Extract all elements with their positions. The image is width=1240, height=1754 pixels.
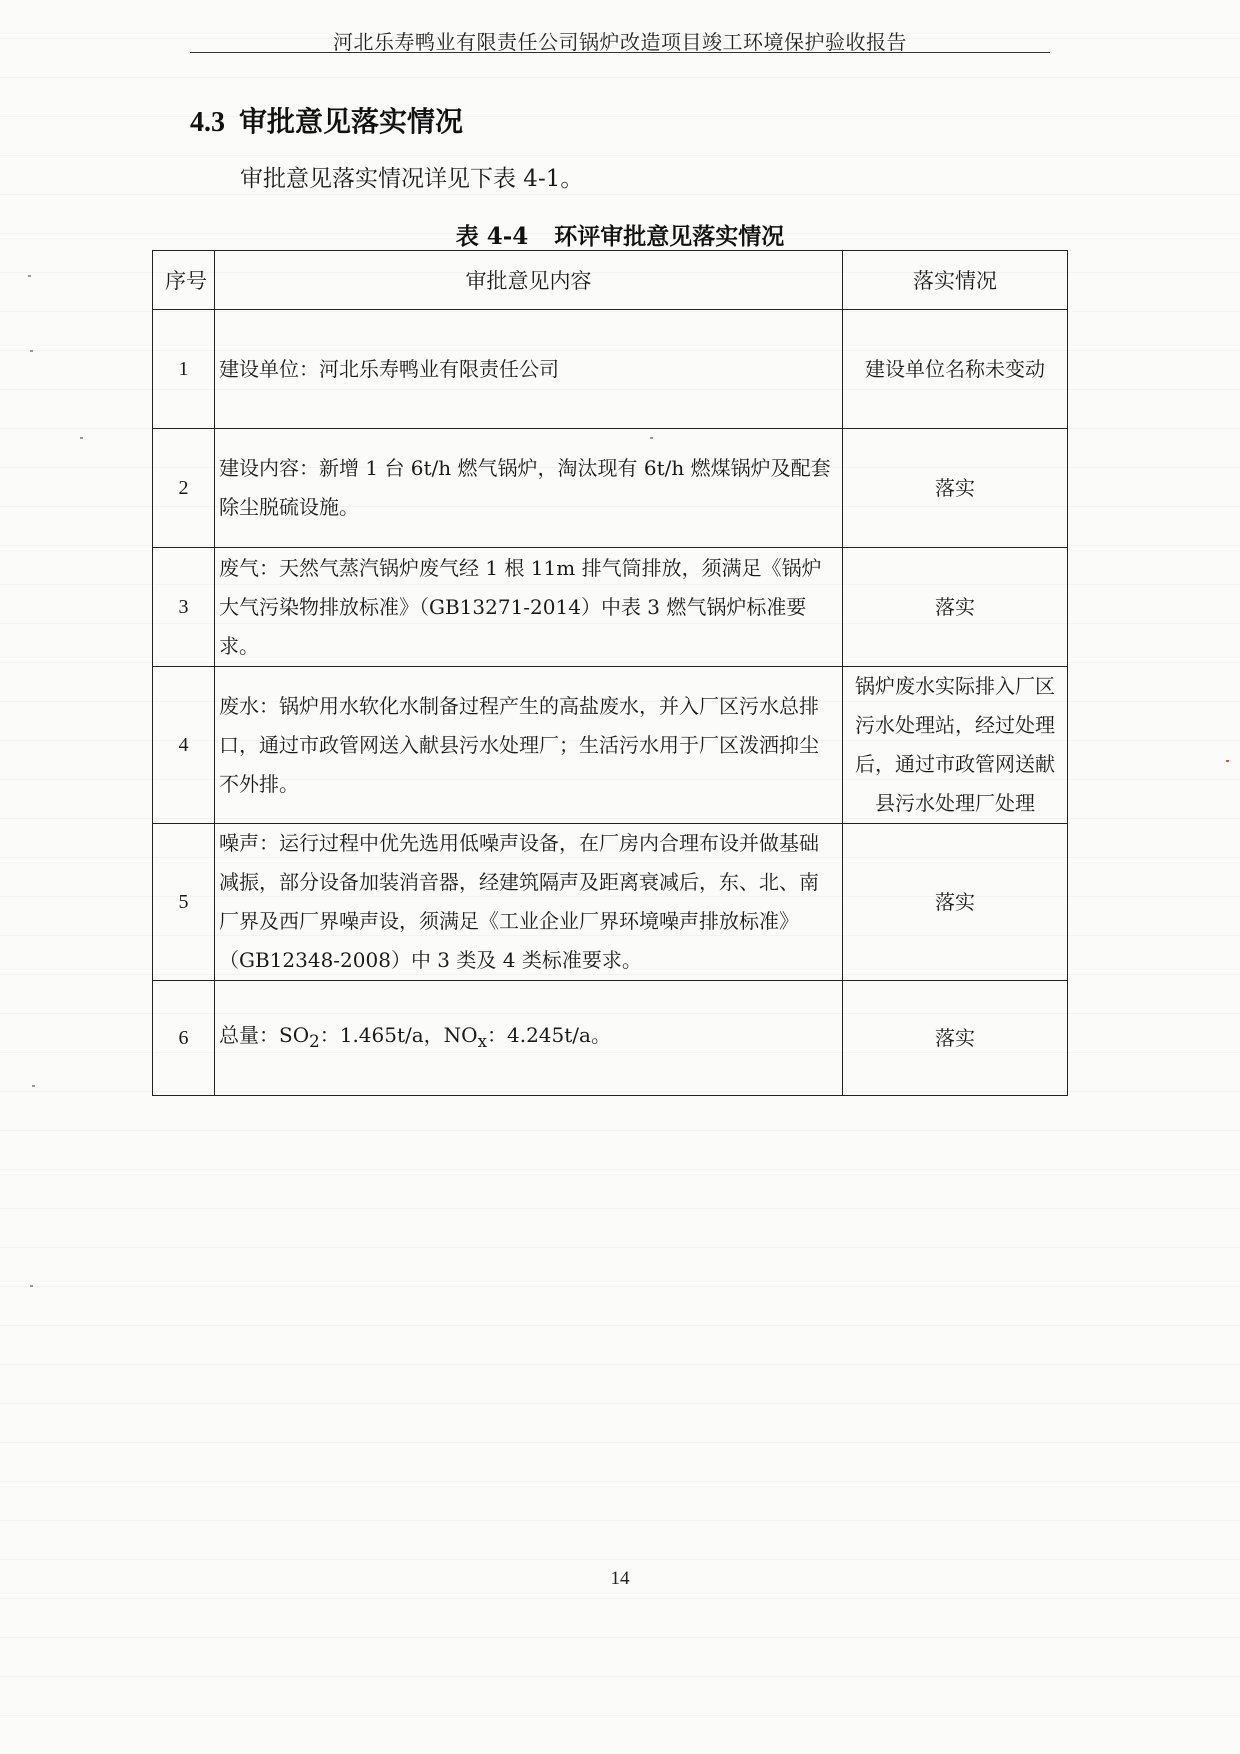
header-status: 落实情况 bbox=[843, 251, 1068, 310]
row-content: 废水：锅炉用水软化水制备过程产生的高盐废水，并入厂区污水总排口，通过市政管网送入献县污水处理厂；生活污水用于厂区泼洒抑尘不外排。 bbox=[215, 667, 843, 824]
row-status: 建设单位名称未变动 bbox=[843, 310, 1068, 429]
table-row bbox=[153, 981, 1068, 1096]
row-seq: 2 bbox=[153, 429, 215, 548]
header-rule bbox=[190, 52, 1050, 53]
scan-speck bbox=[30, 350, 33, 352]
row-content: 建设单位：河北乐寿鸭业有限责任公司 bbox=[215, 310, 843, 429]
header-content: 审批意见内容 bbox=[215, 251, 843, 310]
section-number: 4.3 bbox=[190, 107, 225, 138]
table-caption bbox=[0, 218, 1240, 251]
row-status: 锅炉废水实际排入厂区污水处理站，经过处理后，通过市政管网送献县污水处理厂处理 bbox=[843, 667, 1068, 824]
row-seq: 5 bbox=[153, 824, 215, 981]
row-seq: 1 bbox=[153, 310, 215, 429]
row-status: 落实 bbox=[843, 429, 1068, 548]
table-caption-number: 表 4-4 bbox=[455, 223, 529, 250]
total-prefix: 总量：SO bbox=[219, 1022, 310, 1047]
scan-speck bbox=[650, 437, 653, 439]
row-content: 噪声：运行过程中优先选用低噪声设备，在厂房内合理布设并做基础减振，部分设备加装消音器，经建筑隔声及距离衰减后，东、北、南厂界及西厂界噪声设，须满足《工业企业厂界环境噪声排放标准》（GB12348-2008）中 3 类及 4 类标准要求。 bbox=[215, 824, 843, 981]
nox-subscript: x bbox=[477, 1031, 487, 1051]
total-mid: ：1.465t/a，NO bbox=[319, 1022, 478, 1047]
row-status: 落实 bbox=[843, 981, 1068, 1096]
approval-table bbox=[152, 250, 1068, 1096]
header-seq: 序号 bbox=[153, 251, 215, 310]
scan-speck bbox=[30, 1285, 33, 1287]
scan-speck bbox=[32, 1085, 35, 1087]
section-title: 审批意见落实情况 bbox=[239, 105, 464, 138]
intro-paragraph: 审批意见落实情况详见下表 4-1。 bbox=[240, 166, 584, 192]
table-row bbox=[153, 548, 1068, 667]
table-row bbox=[153, 429, 1068, 548]
row-status: 落实 bbox=[843, 824, 1068, 981]
row-content: 废气：天然气蒸汽锅炉废气经 1 根 11m 排气筒排放，须满足《锅炉大气污染物排放标准》（GB13271-2014）中表 3 燃气锅炉标准要求。 bbox=[215, 548, 843, 667]
row-status: 落实 bbox=[843, 548, 1068, 667]
table-row bbox=[153, 824, 1068, 981]
table-row bbox=[153, 667, 1068, 824]
table-header-row bbox=[153, 251, 1068, 310]
scan-speck bbox=[1226, 760, 1229, 762]
page-number: 14 bbox=[610, 1568, 630, 1589]
row-seq: 4 bbox=[153, 667, 215, 824]
so2-subscript: 2 bbox=[309, 1031, 320, 1051]
row-seq: 3 bbox=[153, 548, 215, 667]
row-content bbox=[215, 981, 843, 1096]
scan-speck bbox=[80, 437, 83, 439]
row-content: 建设内容：新增 1 台 6t/h 燃气锅炉，淘汰现有 6t/h 燃煤锅炉及配套除尘脱硫设施。 bbox=[215, 429, 843, 548]
running-header: 河北乐寿鸭业有限责任公司锅炉改造项目竣工环境保护验收报告 bbox=[333, 30, 907, 54]
row-seq: 6 bbox=[153, 981, 215, 1096]
table-row bbox=[153, 310, 1068, 429]
scan-speck bbox=[28, 275, 31, 277]
total-suffix: ：4.245t/a。 bbox=[486, 1022, 611, 1047]
section-heading bbox=[190, 100, 463, 140]
table-caption-title: 环评审批意见落实情况 bbox=[554, 223, 785, 250]
